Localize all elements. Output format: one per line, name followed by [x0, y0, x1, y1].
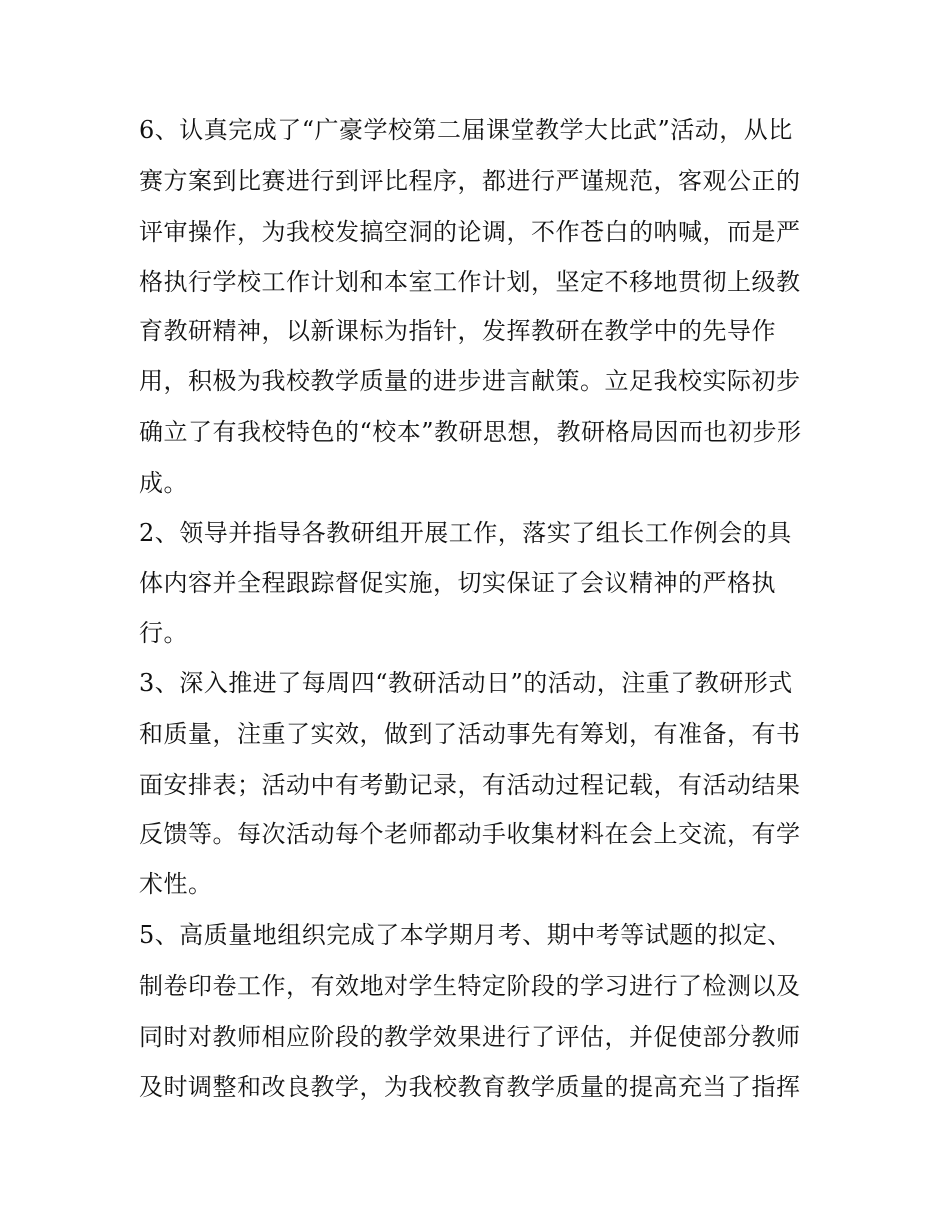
text-line: 制卷印卷工作，有效地对学生特定阶段的学习进行了检测以及 [139, 972, 801, 1000]
text-line: 术性。 [139, 870, 213, 898]
text-line: 评审操作，为我校发搞空洞的论调，不作苍白的呐喊，而是严 [139, 218, 801, 246]
text-line: 同时对教师相应阶段的教学效果进行了评估，并促使部分教师 [139, 1023, 801, 1051]
text-line: 和质量，注重了实效，做到了活动事先有筹划，有准备，有书 [139, 720, 801, 748]
text-line: 育教研精神，以新课标为指针，发挥教研在教学中的先导作 [139, 317, 776, 345]
text-line: 行。 [139, 619, 188, 647]
text-line: 2、领导并指导各教研组开展工作，落实了组长工作例会的具 [139, 519, 792, 547]
text-line: 3、深入推进了每周四“教研活动日”的活动，注重了教研形式 [139, 669, 793, 697]
text-line: 5、高质量地组织完成了本学期月考、期中考等试题的拟定、 [139, 921, 792, 949]
text-line: 体内容并全程跟踪督促实施，切实保证了会议精神的严格执 [139, 569, 776, 597]
text-line: 6、认真完成了“广豪学校第二届课堂教学大比武”活动，从比 [139, 116, 793, 144]
text-line: 赛方案到比赛进行到评比程序，都进行严谨规范，客观公正的 [139, 167, 801, 195]
text-line: 格执行学校工作计划和本室工作计划，坚定不移地贯彻上级教 [139, 268, 801, 296]
text-line: 用，积极为我校教学质量的进步进言献策。立足我校实际初步 [139, 367, 801, 395]
text-line: 确立了有我校特色的“校本”教研思想，教研格局因而也初步形 [139, 418, 802, 446]
text-line: 反馈等。每次活动每个老师都动手收集材料在会上交流，有学 [139, 820, 801, 848]
text-line: 及时调整和改良教学，为我校教育教学质量的提高充当了指挥 [139, 1073, 801, 1101]
text-line: 成。 [139, 469, 188, 497]
text-line: 面安排表；活动中有考勤记录，有活动过程记载，有活动结果 [139, 771, 801, 799]
